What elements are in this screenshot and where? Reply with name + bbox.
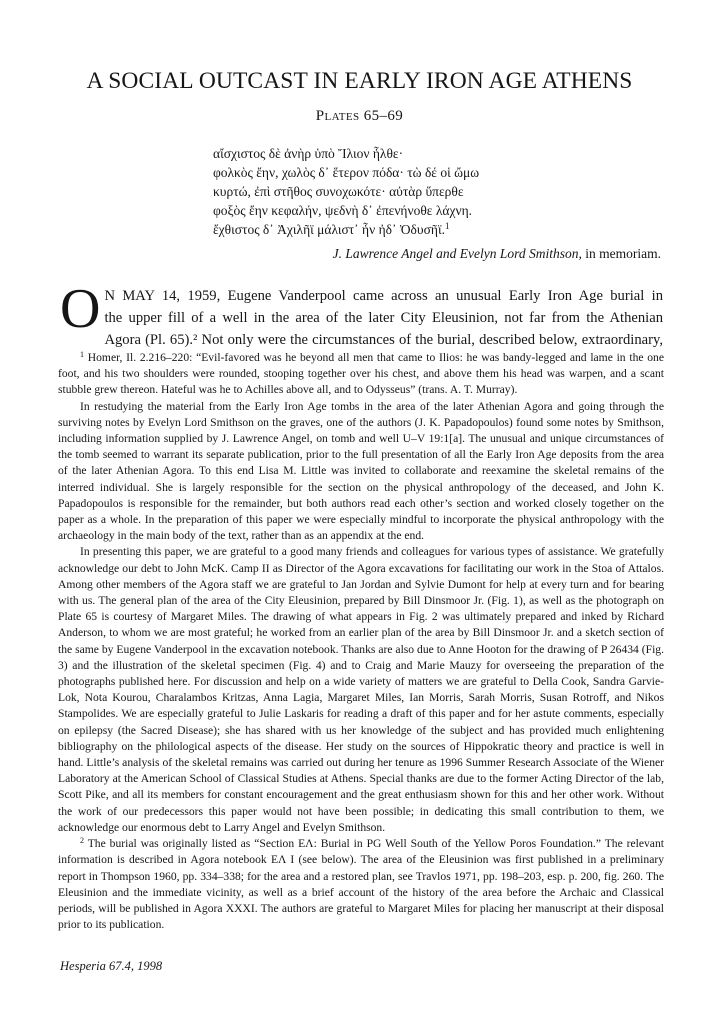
footnote-1: $^1$ Homer, Il. 2.216–220: “Evil-favored was he beyond all men that came to Ilios: he was bandy-legged and lame in the one foot, and his two shoulders were rounded, stooping together over his chest, and above them his head was warpen, and a scant stubble grew thereon. Hateful was he to Achilles above all, and to Odysseus” (trans. A. T. Murray). bbox=[58, 350, 664, 397]
epigraph-line: φολκὸς ἔην, χωλὸς δ᾽ ἕτερον πόδα· τὼ δέ οἱ ὤμω bbox=[213, 165, 480, 180]
footnotes bbox=[58, 350, 664, 933]
journal-citation: Hesperia 67.4, 1998 bbox=[60, 959, 163, 973]
footnote-number: 1 bbox=[80, 350, 84, 359]
intro-line: N MAY 14, 1959, Eugene Vanderpool came across an unusual Early Iron Age burial in bbox=[104, 288, 663, 304]
epigraph-line: αἴσχιστος δὲ ἀνὴρ ὑπὸ Ἴλιον ἦλθε· bbox=[213, 146, 404, 161]
epigraph-line: φοξὸς ἔην κεφαλήν, ψεδνὴ δ᾽ ἐπενήνοθε λάχνη. bbox=[213, 203, 472, 218]
drop-cap: O bbox=[60, 278, 101, 340]
intro-line: the upper fill of a well in the area of the later City Eleusinion, not far from the Athenian bbox=[104, 310, 663, 326]
epigraph-footnote-marker: 1 bbox=[444, 221, 450, 231]
intro-paragraph bbox=[60, 278, 663, 351]
footnote-paragraph: In presenting this paper, we are grateful to a good many friends and colleagues for various types of assistance. We gratefully acknowledge our debt to John McK. Camp II as Director of the Agora excavations for facilitating our work in the Stoa of Attalos. Among other members of the Agora staff we are grateful to Jan Jordan and Sylvie Dumont for help at every turn and for bearing with us. The general plan of the area of the City Eleusinion, prepared by Bill Dinsmoor Jr. (Fig. 1), as well as the photograph on Plate 65 is courtesy of Margaret Miles. The drawing of what appears in Fig. 2 was ultimately prepared and inked by Richard Anderson, to whom we are most grateful; he worked from an earlier plan of the area by Bill Dinsmoor Jr. and a sketch section of the same by Eugene Vanderpool in the excavation notebook. Thanks are also due to Anne Hooton for the drawing of P 26434 (Fig. 3) and the illustration of the skeletal specimen (Fig. 4) and to Craig and Marie Mauzy for overseeing the preparation of the photographs published here. For discussion and help on a wide variety of matters we are grateful to Della Cook, Sandra Garvie-Lok, Nota Kourou, Charalambos Kritzas, Anna Lagia, Margaret Miles, Ian Morris, Sarah Morris, Susan Rotroff, and Nikos Stampolides. We are especially grateful to Julie Laskaris for reading a draft of this paper and for her astute comments, especially on epilepsy (the Sacred Disease); she has shared with us her knowledge of the subject and has provided much enlightening bibliography on the philological aspects of the disease. Her study on the sources of Hippokratic theory and practice is well in hand. Little’s analysis of the skeletal remains was carried out during her tenure as 1996 Summer Research Associate of the Wiener Laboratory at the American School of Classical Studies at Athens. Special thanks are due to the former Acting Director of the lab, Scott Pike, and all its members for constant encouragement and the great enthusiasm shown for this and her other work. Without the work of our predecessors this paper would not have been possible; in dedicating this small contribution to them, we acknowledge our enormous debt to Larry Angel and Evelyn Smithson. bbox=[58, 545, 664, 834]
footnote-2: $^2$ The burial was originally listed as “Section ΕΛ: Burial in PG Well South of the Yellow Poros Foundation.” The relevant information is described in Agora notebook ΕΛ I (see below). The area of the Eleusinion was first published in a preliminary report in Thompson 1960, pp. 334–338; for the area and a restored plan, see Travlos 1971, pp. 198–203, esp. p. 200, fig. 260. The Eleusinion and the immediate vicinity, as well as a brief account of the history of the area before the Archaic and Classical periods, will be published in Agora XXXI. The authors are grateful to Margaret Miles for placing her manuscript at their disposal prior to its publication. bbox=[58, 836, 664, 932]
footnote-paragraph: In restudying the material from the Early Iron Age tombs in the area of the later Athenian Agora and going through the surviving notes by Evelyn Lord Smithson on the graves, one of the authors (J. K. Papadopoulos) found some notes by Smithson, including information supplied by J. Lawrence Angel, on tomb and well U–V 19:1[a]. The unusual and unique circumstances of the tomb seemed to warrant its separate publication, prior to the full presentation of all the Early Iron Age deposits from the area of the later Athenian Agora. To this end Lisa M. Little was invited to collaborate and reexamine the skeletal remains of the interred individual. She is largely responsible for the section on the physical anthropology of the deceased, and John K. Papadopoulos is responsible for the remainder, but both authors read each other’s section and worked closely together on the paper as a whole. In the preparation of this paper we were especially mindful to incorporate the physical anthropology with the archaeology in the main body of the text, rather than as an appendix at the end. bbox=[58, 399, 664, 543]
dedication-tail: in memoriam. bbox=[581, 246, 661, 261]
epigraph-line: κυρτώ, ἐπὶ στῆθος συνοχωκότε· αὐτὰρ ὕπερθε bbox=[213, 184, 464, 199]
greek-epigraph bbox=[213, 144, 673, 239]
dedication-names: J. Lawrence Angel and Evelyn Lord Smithson, bbox=[332, 246, 582, 261]
intro-line: Agora (Pl. 65).² Not only were the circumstances of the burial, described below, extraordinary, bbox=[104, 332, 663, 348]
plates-reference: Plates 65–69 bbox=[315, 108, 404, 124]
epigraph-line: ἔχθιστος δ᾽ Ἀχιλῆϊ μάλιστ᾽ ἦν ἠδ᾽ Ὀδυσῆϊ.$^1$ bbox=[213, 221, 450, 237]
dedication bbox=[0, 246, 661, 262]
article-title: A SOCIAL OUTCAST IN EARLY IRON AGE ATHENS bbox=[86, 68, 633, 94]
footnote-number: 2 bbox=[80, 836, 84, 846]
